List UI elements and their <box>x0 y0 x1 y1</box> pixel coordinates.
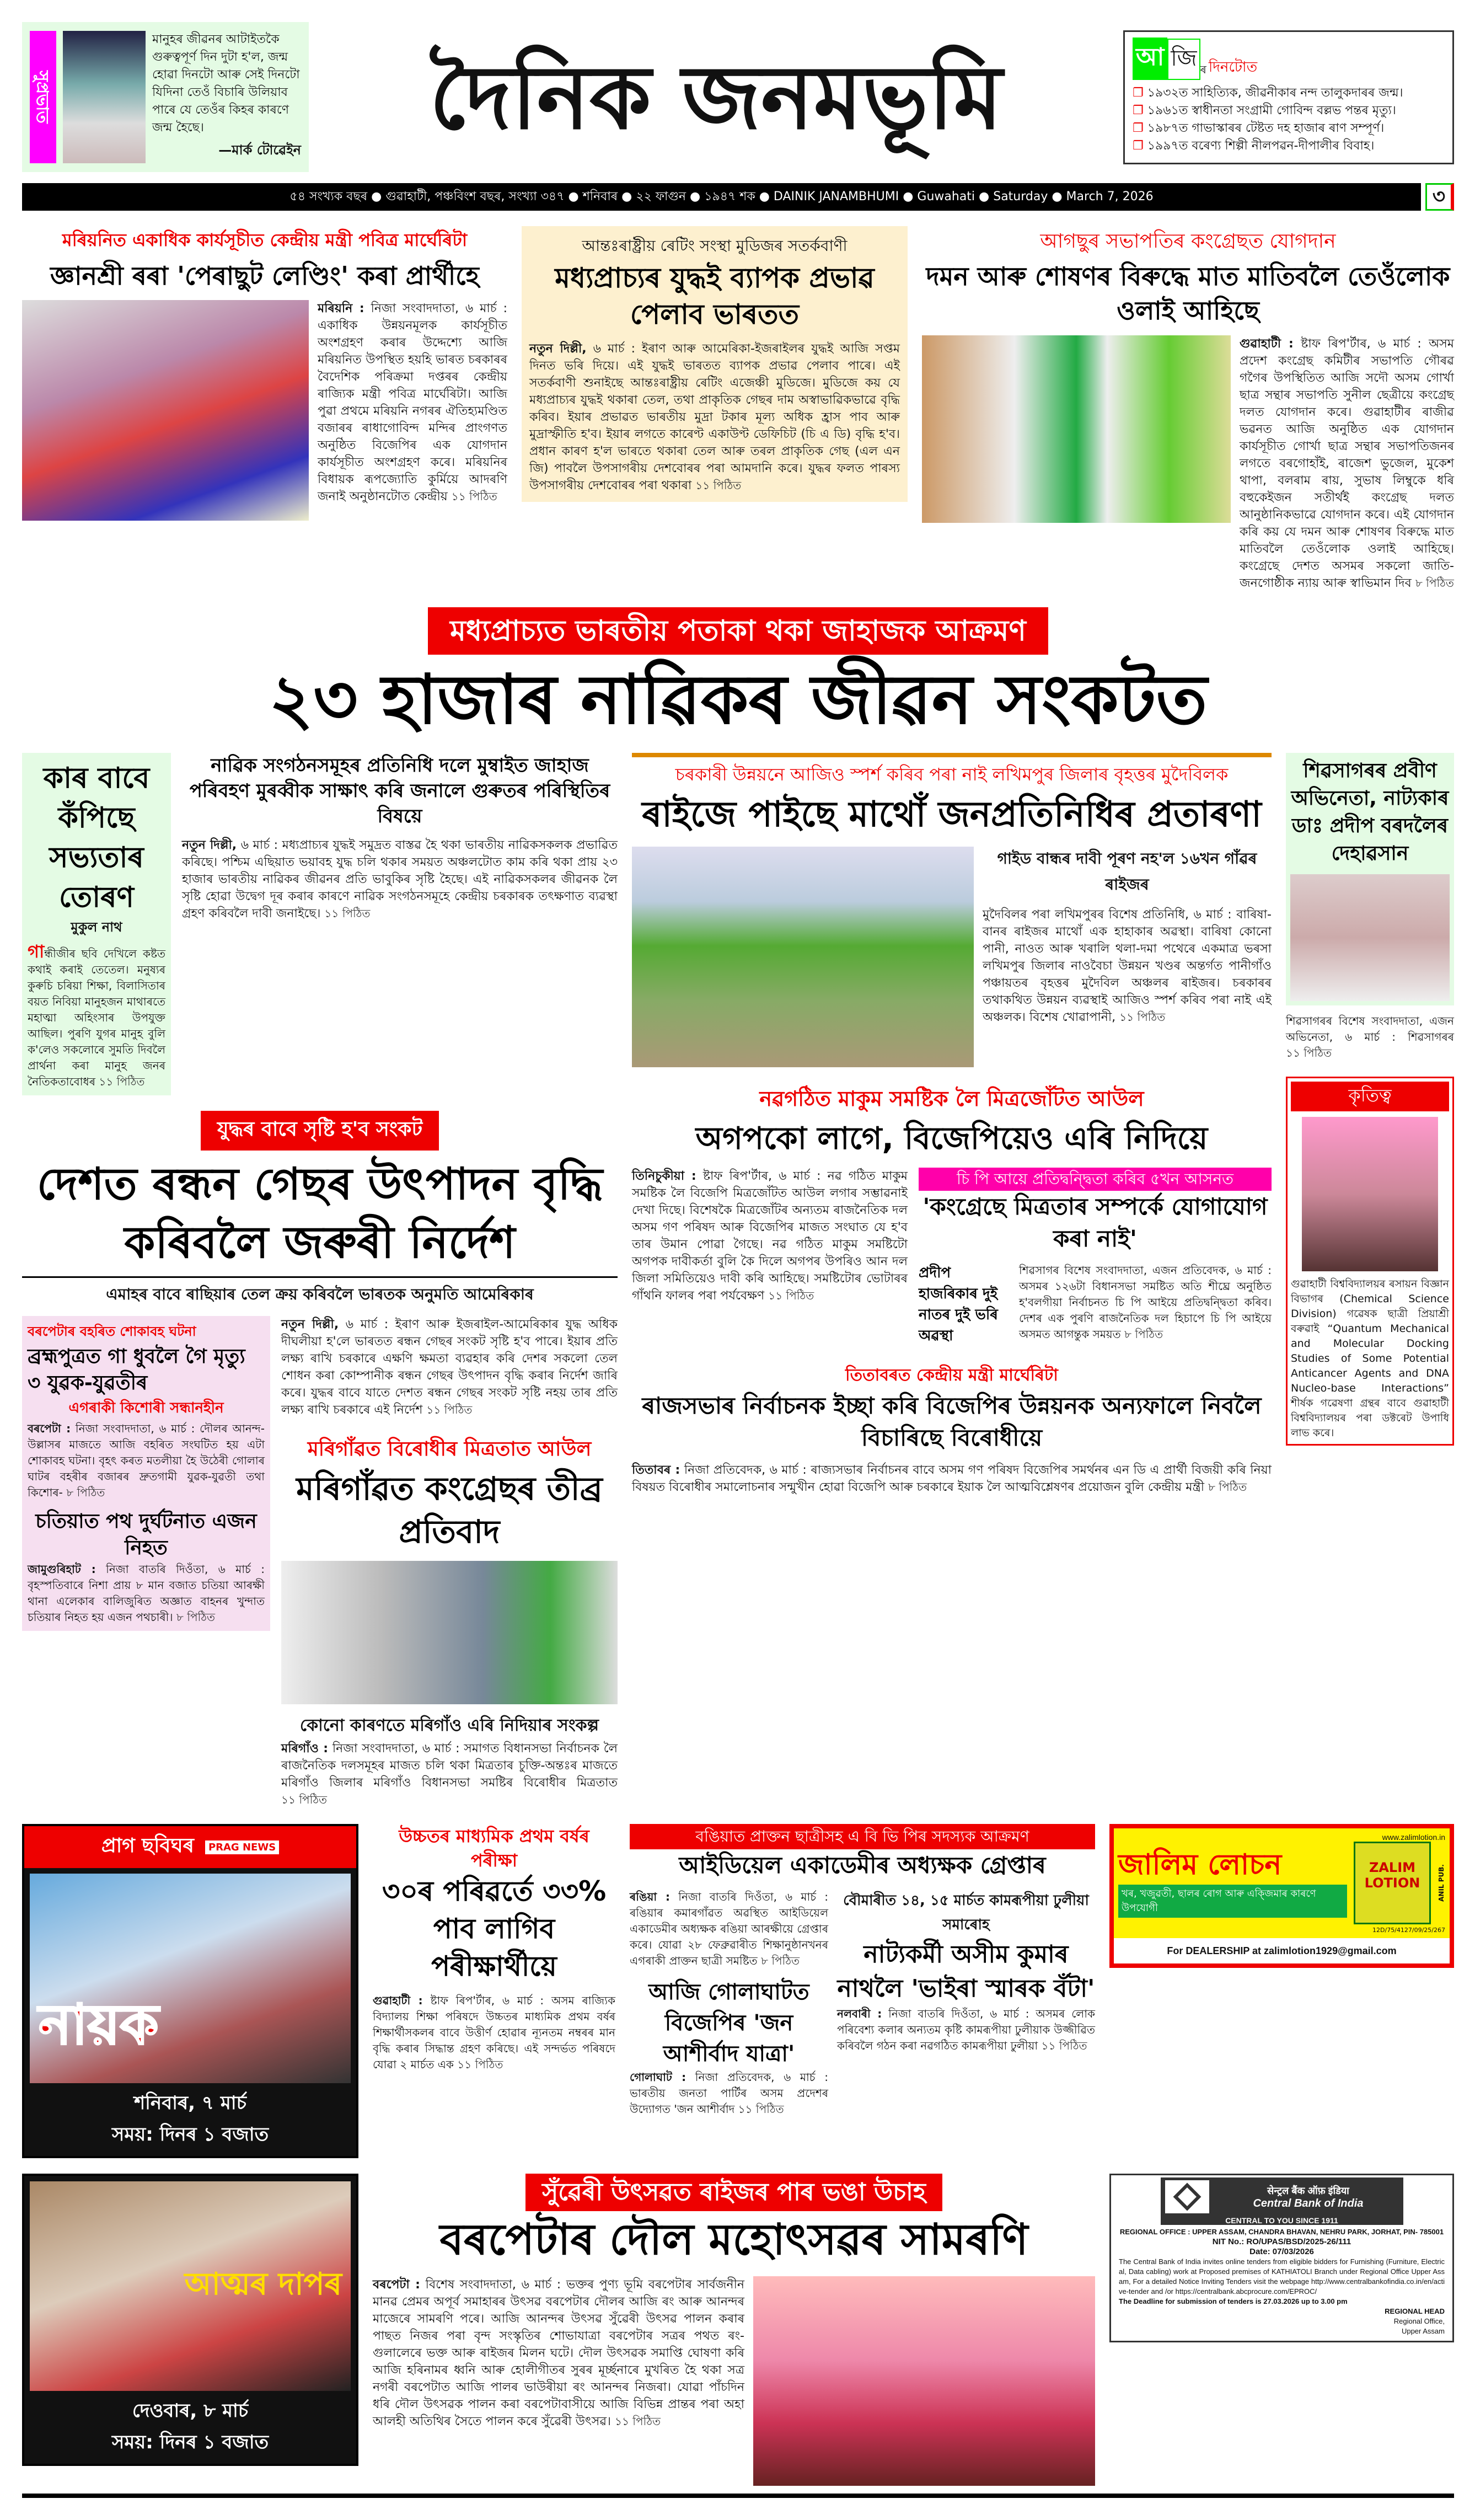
column-title: কাৰ বাবে কঁপিছে সভ্যতাৰ তোৰণ <box>43 762 150 914</box>
story-headline: ব্ৰহ্মপুত্ৰত গা ধুবলৈ গৈ মৃত্যু ৩ যুৱক-যুৱতীৰ <box>28 1345 245 1394</box>
tender-body: The Central Bank of India invites online tenders from eligible bidders for Furnishing (Furniture, Electrical, Data cabling) work at Proposed premises of KATHIATOLI Branch under Regional Office Upper Assam, For a detailed Notice Inviting Tenders visit the webpage http://www.centralbankofindia.co.in/en/active-tender and /or https://centralbank.abcprocure.com/EPROC/ <box>1119 2257 1445 2296</box>
doul-banner: সুঁৱেৰী উৎসৱত ৰাইজৰ পাৰ ভঙা উচাহ <box>525 2174 942 2211</box>
masthead-title: দৈনিক জনমভূমি <box>429 45 1002 149</box>
prag-ad-1 <box>22 1824 358 2158</box>
divider <box>22 1276 618 1278</box>
tender-deadline: The Deadline for submission of tenders is 27.03.2026 up to 3.00 pm <box>1119 2297 1348 2305</box>
aji-box <box>1123 30 1454 164</box>
story-moodys <box>522 226 908 502</box>
dateline-bar <box>22 183 1421 211</box>
film-title: নায়ক <box>39 1992 159 2057</box>
story-headline: দমন আৰু শোষণৰ বিৰুদ্ধে মাত মাতিবলৈ তেওঁলোক ওলাই আহিছে <box>926 261 1450 325</box>
cpi-headline: 'কংগ্ৰেছে মিত্ৰতাৰ সম্পৰ্কে যোগাযোগ কৰা নাই' <box>922 1193 1268 1252</box>
makum-story <box>632 1083 1272 1160</box>
lakhimpur-photo <box>632 847 974 1067</box>
doul-headline: বৰপেটাৰ দৌল মহোৎসৱৰ সামৰণি <box>439 2215 1028 2265</box>
aji-ji: জি <box>1167 39 1200 80</box>
borpeta-story <box>22 1316 270 1631</box>
story-photo <box>22 300 309 521</box>
story-kicker: আগছুৰ সভাপতিৰ কংগ্ৰেছত যোগদান <box>1040 230 1336 253</box>
lakhimpur-body: মুদৈবিলৰ পৰা লখিমপুৰৰ বিশেষ প্ৰতিনিধি, ৬ মাৰ্চ : বাৰিষা-বানৰ ৰাইজৰ মাথোঁ এক হাহাকাৰ অৱস্থা। বাৰিষা কোনো পানী, নাওত আৰু খৰালি থলা-দমা পথেৰে একমাত্ৰ ভৰসা লখিমপুৰ জিলাৰ নাওবৈচা উন্নয়ন খণ্ডৰ অন্তৰ্গত পানীগাঁও পঞ্চায়তৰ বৃহত্তৰ মুদৈবিল অঞ্চলৰ ৰাইজৰ। চৰকাৰৰ তথাকথিত উন্নয়ন ব্যৱস্থাই আজিও স্পৰ্শ কৰিব পৰা নাই এই অঞ্চলক। বিশেষ খোৱাপানী, ১১ পিঠিত <box>983 908 1272 1024</box>
story-headline: মধ্যপ্ৰাচ্যৰ যুদ্ধই ব্যাপক প্ৰভাৱ পেলাব ভাৰতত <box>555 262 875 330</box>
story-kicker: তিতাবৰত কেন্দ্ৰীয় মন্ত্ৰী মাৰ্ঘেৰিটা <box>845 1366 1058 1385</box>
dealership-text: For DEALERSHIP at zalimlotion1929@gmail.com <box>1114 1938 1450 1963</box>
column-author: মুকুল নাথ <box>71 919 122 935</box>
achievement-body: গুৱাহাটী বিশ্ববিদ্যালয়ৰ ৰসায়ন বিজ্ঞান বিভাগৰ (Chemical Science Division) গৱেষক ছাত্ৰী প্ৰিয়াশ্ৰী বৰুৱাই “Quantum Mechanical and Molecular Docking Studies of Some Potential Anticancer Agents and DNA Nucleo-base Interactions” শীৰ্ষক গৱেষণা গ্ৰন্থৰ বাবে গুৱাহাটী বিশ্ববিদ্যালয়ৰ পৰা ডক্টৰেট উপাধি লাভ কৰে। <box>1291 1278 1449 1439</box>
marigaon-headline: মৰিগাঁৱত কংগ্ৰেছৰ তীব্ৰ প্ৰতিবাদ <box>296 1470 603 1550</box>
column-body: গান্ধীজীৰ ছবি দেখিলে কষ্টত কথাই কৰাই তেতেল। মনুষ্যৰ কুৰুচি চৰিয়া শিক্ষা, বিলাসিতাৰ বয়ত নিবিয়া মানুহজন মাথাৰতে মহাত্মা অহিংসাৰ উপযুক্ত আছিল। পুৰণি যুগৰ মানুহ বুলি ক'লেও সকলোৰে সুমতি দিবলৈ প্ৰাৰ্থনা কৰা মানুহ জনৰ নৈতিকতাবোধৰ ১১ পিঠিত <box>28 941 165 1088</box>
gas-body: নতুন দিল্লী, ৬ মাৰ্চ : ইৰাণ আৰু ইজৰাইল-আমেৰিকাৰ যুদ্ধ অধিক দীঘলীয়া হ'লে ভাৰতত ৰন্ধন গেছৰ সংকট সৃষ্টি হ'ব পাৰে। ইয়াৰ প্ৰতি লক্ষ্য ৰাখি চৰকাৰে এক্ষণি ক্ষমতা ব্যৱহাৰ কৰি দেশৰ সকলো তেল শোধন কৰা কোম্পানীক ৰন্ধন গেছৰ উৎপাদন বৃদ্ধি কৰাৰ নিৰ্দেশ জাৰি কৰে। যুদ্ধৰ বাবে যাতে দেশত ৰন্ধন গেছৰ সংকট সৃষ্টি নহয় তাৰ প্ৰতি লক্ষ্য ৰাখি চৰকাৰে এই নিৰ্দেশ ১১ পিঠিত <box>281 1318 618 1417</box>
achievement-photo <box>1302 1117 1438 1271</box>
achievement-box <box>1286 1077 1454 1446</box>
film-poster <box>30 1874 351 2083</box>
aji-title: দিনটোত <box>1208 58 1258 76</box>
sibsagar-story <box>1286 753 1454 1005</box>
gas-kicker: যুদ্ধৰ বাবে সৃষ্টি হ'ব সংকট <box>201 1111 439 1151</box>
doul-story <box>373 2174 1095 2486</box>
aji-a: আ <box>1133 38 1167 80</box>
academy-kicker: বঙিয়াত প্ৰাক্তন ছাত্ৰীসহ এ বি ভি পিৰ সদস্যক আক্ৰমণ <box>630 1824 1095 1849</box>
story-headline: শিৱসাগৰৰ প্ৰবীণ অভিনেতা, নাট্যকাৰ ডাঃ প্ৰদীপ বৰদলৈৰ দেহাৱসান <box>1291 759 1449 865</box>
central-bank-tender <box>1109 2174 1454 2342</box>
lakhimpur-sub: গাইড বান্ধৰ দাবী পূৰণ নহ'ল ১৬খন গাঁৱৰ ৰাইজৰ <box>997 849 1257 893</box>
header <box>22 22 1454 172</box>
author-portrait <box>63 31 146 163</box>
film-poster <box>30 2181 351 2391</box>
lakhimpur-story <box>632 753 1272 1067</box>
academy-story <box>630 1889 828 2117</box>
story-body: গুৱাহাটী : ষ্টাফ ৰিপ'ৰ্টাৰ, ৬ মাৰ্চ : অসম ৰাজ্যিক বিদ্যালয় শিক্ষা পৰিষদে উচ্চতৰ মাধ্যমিক প্ৰথম বৰ্ষৰ শিক্ষাৰ্থীসকলৰ বাবে উত্তীৰ্ণ হোৱাৰ ন্যূনতম নম্বৰৰ মান বৃদ্ধি কৰাৰ সিদ্ধান্ত গ্ৰহণ কৰিছে। এই সন্দৰ্ভত পৰিষদে যোৱা ২ মাৰ্চত এক ১১ পিঠিত <box>373 1994 615 2071</box>
lead-body: নতুন দিল্লী, ৬ মাৰ্চ : মধ্যপ্ৰাচ্যৰ যুদ্ধই সমুদ্ৰত বাস্তৱ হৈ থকা ভাৰতীয় নাৱিকসকলক প্ৰভাৱিত কৰিছে। পশ্চিম এছিয়াত ভয়াবহ যুদ্ধ চলি থকাৰ সময়ত অঞ্চলটোত কাম কৰি থকা প্ৰায় ২৩ হাজাৰ ভাৰতীয় নাৱিকৰ জীৱনৰ প্ৰতি ভাবুকিৰ সৃষ্টি হৈছে। এই নাৱিকসকলৰ জীৱনক লৈ সৃষ্টি হোৱা উদ্বেগ দূৰ কৰাৰ কাৰণে নাৱিক সংগঠনসমূহে কেন্দ্ৰীয় চৰকাৰক তৎক্ষণাত ব্যৱস্থা গ্ৰহণ কৰিবলৈ দাবী জনাইছে। ১১ পিঠিত <box>182 838 618 921</box>
gas-subheadline: এমাহৰ বাবে ৰাছিয়াৰ তেল ক্ৰয় কৰিবলৈ ভাৰতক অনুমতি আমেৰিকাৰ <box>106 1285 534 1303</box>
lead-banner: মধ্যপ্ৰাচ্যত ভাৰতীয় পতাকা থকা জাহাজক আক্ৰমণ <box>428 607 1048 655</box>
bank-tagline: CENTRAL TO YOU SINCE 1911 <box>1225 2216 1338 2225</box>
doul-body: বৰপেটা : বিশেষ সংবাদদাতা, ৬ মাৰ্চ : ভক্তৰ পুণ্য ভূমি বৰপেটাৰ সাৰ্বজনীন মানৱ প্ৰেমৰ অপূৰ্ব সমাহাৰৰ উৎসৱ বৰপেটাৰ দৌলৰ আজি ৰং আৰু আনন্দৰ মাজেৰে সামৰণি পৰে। আজি আনন্দৰ উৎসৱ সুঁৱেৰী উৎসৱ পালন কৰাৰ পাছত নিজৰ পৰা বৃন্দ সংস্কৃতিৰ শোভাযাত্ৰা বৰপেটাৰ সত্ৰৰ পথত ৰং-গুলালেৰে ভক্ত আৰু ৰাইজৰ মিলন ঘটে। দৌল উৎসৱক সমাপ্তি ঘোষণা কৰি আজি হৰিনামৰ ধ্বনি আৰু হোলীগীতৰ সুৰৰ মূৰ্চ্ছনাৰে মুখৰিত হৈ থকা সত্ৰ নগৰী বৰপেটাত আজি পালৰ ভাউৰীয়া ৰং আনন্দৰ নিজৰা। যোৱা পাঁচদিন ধৰি দৌল উৎসৱক পালন কৰা বৰপেটাবাসীয়ে আজি বিভিন্ন প্ৰান্তৰ পৰা অহা আলহী অতিথিৰ সৈতে পালন কৰে সুঁৱেৰী উৎসৱ। ১১ পিঠিত <box>373 2278 744 2428</box>
cpi-kicker: চি পি আয়ে প্ৰতিদ্বন্দ্বিতা কৰিব ৫খন আসনত <box>919 1168 1272 1191</box>
quote-side-label: সুপ্ৰভাত <box>30 31 56 163</box>
tender-signatory: REGIONAL HEAD <box>1385 2307 1445 2315</box>
quote-box <box>22 22 309 172</box>
lead-subheadline: নাৱিক সংগঠনসমূহৰ প্ৰতিনিধি দলে মুম্বাইত জাহাজ পৰিবহণ মুৰব্বীক সাক্ষাৎ কৰি জনালে গুৰুতৰ পৰিস্থিতিৰ বিষয়ে <box>189 755 610 827</box>
tender-signatory-region: Upper Assam <box>1401 2327 1445 2335</box>
natya-story <box>837 1889 1095 2054</box>
tender-nit: NIT No.: RO/UPAS/BSD/2025-26/111 <box>1212 2237 1351 2246</box>
film-title: আত্মৰ দাপৰ <box>184 2266 342 2302</box>
ad-code: 12D/75/4127/09/25/267 <box>1372 1927 1445 1934</box>
lead-headline: ২৩ হাজাৰ নাৱিকৰ জীৱন সংকটত <box>269 660 1208 740</box>
marigaon-sub: কোনো কাৰণতে মৰিগাঁও এৰি নিদিয়াৰ সংকল্প <box>299 1716 599 1735</box>
cpi-side: প্ৰদীপ হাজৰিকাৰ দুই নাতৰ দুই ভৰি অৱস্থা <box>919 1265 998 1344</box>
doul-photo <box>753 2276 1095 2486</box>
achievement-title: কৃতিত্ব <box>1291 1082 1449 1111</box>
makum-body: তিনিচুকীয়া : ষ্টাফ ৰিপ'ৰ্টাৰ, ৬ মাৰ্চ : নৱ গঠিত মাকুম সমষ্টিক লৈ বিজেপি মিত্ৰজোঁটত আউল লগাৰ সম্ভাৱনাই দেখা দিছে। বিশেষকৈ মিত্ৰজোঁটৰ অন্যতম ৰাজনৈতিক দল অসম গণ পৰিষদ আৰু বিজেপিৰ মাজত সংঘাত যে হ'ব তাৰ উমান পোৱা গৈছে। নৱ গঠিত মাকুম সমষ্টিটো অগপক দাবীকৰ্তা বুলি কৈ দিলে অগপৰ উপৰিও আন দল জিলা সমিতিয়েও দাবী কৰি আহিছে। সমষ্টিটোৰ ভোটাৰৰ গাঁথনি ফালৰ পৰা পৰ্যবেক্ষণ ১১ পিঠিত <box>632 1169 908 1303</box>
story-body: নলবাৰী : নিজা বাতৰি দিওঁতা, ৬ মাৰ্চ : অসমৰ লোক পৰিবেশ্য কলাৰ অন্যতম কৃষ্টি কামৰূপীয়া ঢুলীয়াক উজ্জীৱিত কৰিবলৈ গঠন কৰা নৱগঠিত কামৰূপীয়া ঢুলীয়া ১১ পিঠিত <box>837 2007 1096 2052</box>
story-kicker: আন্তঃৰাষ্ট্ৰীয় ৰেটিং সংস্থা মুডিজৰ সতৰ্কবাণী <box>582 237 848 255</box>
story-kicker: চৰকাৰী উন্নয়নে আজিও স্পৰ্শ কৰিব পৰা নাই লখিমপুৰ জিলাৰ বৃহত্তৰ মুদৈবিলক <box>675 764 1229 785</box>
academy-headline: আইডিয়েল একাডেমীৰ অধ্যক্ষক গ্ৰেপ্তাৰ <box>679 1852 1046 1879</box>
marigaon-kicker: মৰিগাঁৱত বিৰোধীৰ মিত্ৰতাত আউল <box>307 1438 592 1460</box>
top-stories <box>22 226 1454 592</box>
story-body: মৰিয়নি : নিজা সংবাদদাতা, ৬ মাৰ্চ : একাধিক উন্নয়নমূলক কাৰ্যসূচীত অংশগ্ৰহণ কৰাৰ উদ্দেশ্যে আজি মৰিয়নিত উপস্থিত হয়হি ভাৰত চৰকাৰৰ বৈদেশিক পৰিক্ৰমা দপ্তৰৰ কেন্দ্ৰীয় ৰাজ্যিক মন্ত্ৰী পবিত্ৰ মাৰ্ঘেৰিটা। আজি পুৱা প্ৰথমে মৰিয়নি নগৰৰ ঐতিহ্যমণ্ডিত বজাৰৰ ৰাধাগোবিন্দ মন্দিৰ প্ৰাংগণত অনুষ্ঠিত বিজেপিৰ এক যোগদান কাৰ্যসূচীত অংশগ্ৰহণ কৰে। মৰিয়নিৰ বিধায়ক ৰূপজ্যোতি কুৰ্মিয়ে আদৰণি জনাই অনুষ্ঠানটোত কেন্দ্ৰীয় ১১ পিঠিত <box>318 302 507 504</box>
cpi-body: শিৱসাগৰ বিশেষ সংবাদদাতা, এজন প্ৰতিবেদক, ৬ মাৰ্চ : অসমৰ ১২৬টা বিধানসভা সমষ্টিত অতি শীঘ্ৰে অনুষ্ঠিত হ'বলগীয়া নিৰ্বাচনত চি পি আইয়ে প্ৰতিদ্বন্দ্বিতা কৰিব। দেশৰ এক পুৰণি ৰাজনৈতিক দল হিচাপে চি পি আইয়ে অসমত আগন্তুক সময়ত ৮ পিঠিত <box>1019 1264 1272 1341</box>
obituary-photo <box>1290 874 1450 1001</box>
titabor-body: তিতাবৰ : নিজা প্ৰতিবেদক, ৬ মাৰ্চ : ৰাজ্যসভাৰ নিৰ্বাচনৰ বাবে অসম গণ পৰিষদ বিজেপিৰ সমৰ্থনৰ এন ডি এ প্ৰাৰ্থী বিজয়ী কৰি নিয়া বিষয়ত বিৰোধীৰ সমালোচনাৰ সন্মুখীন হোৱা বিজেপি আৰু চৰকাৰে ইয়াক লৈ আত্মবিশ্লেষণৰ প্ৰয়োজন বুলি কেন্দ্ৰীয় মন্ত্ৰী ৮ পিঠিত <box>632 1463 1272 1494</box>
story-headline: ৰাজসভাৰ নিৰ্বাচনক ইচ্ছা কৰি বিজেপিৰ উন্নয়নক অন্যফালে নিবলৈ বিচাৰিছে বিৰোধীয়ে <box>642 1392 1262 1451</box>
story-moriani <box>22 226 507 521</box>
sibsagar-body: শিৱসাগৰৰ বিশেষ সংবাদদাতা, এজন অভিনেতা, ৬ মাৰ্চ : শিৱসাগৰৰ ১১ পিঠিত <box>1286 1014 1454 1060</box>
story-kicker: বৌমাৰীত ১৪, ১৫ মাৰ্চত কামৰূপীয়া ঢুলীয়া সমাৰোহ <box>843 1892 1089 1933</box>
lower-section-1 <box>22 1824 1454 2158</box>
aji-list <box>1133 84 1445 155</box>
aji-item: ❐ ১৯৯৭ত বৰেণ্য শিল্পী নীলপৱন-দীপালীৰ বিবাহ। <box>1133 138 1375 153</box>
gas-headline: দেশত ৰন্ধন গেছৰ উৎপাদন বৃদ্ধি কৰিবলৈ জৰুৰী নিৰ্দেশ <box>36 1158 603 1268</box>
bank-name-hindi: सेन्ट्रल बैंक ऑफ़ इंडिया <box>1267 2185 1349 2196</box>
marigaon-body: মৰিগাঁও : নিজা সংবাদদাতা, ৬ মাৰ্চ : সমাগত বিধানসভা নিৰ্বাচনক লৈ ৰাজনৈতিক দলসমূহৰ মাজত চলি থকা মিত্ৰতাৰ চুক্তি-অন্তঃৰ মাজতে মৰিগাঁও জিলাৰ মৰিগাঁও বিধানসভা সমষ্টিৰ বিৰোধীৰ মিত্ৰতাত ১১ পিঠিত <box>281 1742 618 1806</box>
mid-section <box>22 753 1454 1809</box>
bank-name: Central Bank of India <box>1253 2197 1364 2209</box>
ad-tagline: খৰ, খজুৱতী, ছালৰ ৰোগ আৰু এক্জিমাৰ কাৰণে উপযোগী <box>1118 1885 1347 1918</box>
aji-item: ❐ ১৯৬১ত স্বাধীনতা সংগ্ৰামী গোবিন্দ বল্লভ পন্তৰ মৃত্যু। <box>1133 103 1396 117</box>
titabor-story <box>632 1362 1272 1496</box>
story-gorkha <box>922 226 1454 592</box>
quote-author: —মাৰ্ক টোৱেইন <box>218 142 301 158</box>
tender-signatory-office: Regional Office, <box>1393 2317 1445 2325</box>
bank-logo-icon <box>1165 2180 1209 2213</box>
ad-agency: ANIL PUB. <box>1438 1864 1445 1902</box>
bottom-rule <box>22 2494 1454 2498</box>
story-headline: অগপকো লাগে, বিজেপিয়েও এৰি নিদিয়ে <box>695 1121 1208 1157</box>
quote-text: মানুহৰ জীৱনৰ আটাইতকৈ গুৰুত্বপূৰ্ণ দিন দুটা হ'ল, জন্ম হোৱা দিনটো আৰু সেই দিনটো যিদিনা তেওঁ বিচাৰি উলিয়াব পাৰে যে তেওঁৰ কিহৰ কাৰণে জন্ম হৈছে। <box>152 33 300 135</box>
marigaon-photo <box>281 1561 618 1704</box>
show-time: সময়: দিনৰ ১ বজাত <box>111 2123 269 2146</box>
column-box <box>22 753 171 1095</box>
story-headline: ৰাইজে পাইছে মাথোঁ জনপ্ৰতিনিধিৰ প্ৰতাৰণা <box>642 794 1262 835</box>
story-body: বৰপেটা : নিজা সংবাদদাতা, ৬ মাৰ্চ : দৌলৰ আনন্দ-উল্লাসৰ মাজতে আজি বহৰিত সংঘটিত হয় এটা শোকাবহ ঘটনা। বৃহৎ কৰত মতলীয়া হৈ উঠেৰী গোলাৰ ঘাটৰ বহৰীৰ বজাৰৰ দ্ৰুতগামী যুৱক-যুৱতী তথা কিশোৰ- ৮ পিঠিত <box>28 1422 265 1499</box>
lower-section-2 <box>22 2174 1454 2486</box>
hs-story <box>373 1824 615 2073</box>
prag-ad-2 <box>22 2174 358 2466</box>
lead-header <box>22 607 1454 745</box>
zalim-lotion-ad <box>1109 1824 1454 1968</box>
ad-url: www.zalimlotion.in <box>1382 1833 1445 1842</box>
story-body-2: গোলাঘাট : নিজা প্ৰতিবেদক, ৬ মাৰ্চ : ভাৰতীয় জনতা পাৰ্টিৰ অসম প্ৰদেশৰ উদ্যোগত 'জন আশীৰ্বাদ ১১ পিঠিত <box>630 2070 829 2116</box>
story-body: নতুন দিল্লী, ৬ মাৰ্চ : ইৰাণ আৰু আমেৰিকা-ইজৰাইলৰ যুদ্ধই আজি সপ্তম দিনত ভৰি দিয়ে। এই যুদ্ধই ভাৰতত ব্যাপক প্ৰভাৱ পেলাব পাৰে। এই সতৰ্কবাণী শুনাইছে আন্তঃৰাষ্ট্ৰীয় ৰেটিং এজেঞ্চী মুডিজে। মুডিজে কয় যে মধ্যপ্ৰাচ্যৰ যুদ্ধই থকাৰা তেল, তথা প্ৰাকৃতিক গেছৰ দাম অস্বাভাৱিকভাৱে বৃদ্ধি কৰিব। ইয়াৰ প্ৰভাৱত ভাৰতীয় মুদ্ৰা টকাৰ মূল্য অধিক হ্ৰাস পাব আৰু মুদ্ৰাস্ফীতি হ'ব। ইয়াৰ লগতে কাৰেণ্ট একাউণ্ট ডেফিচিট (চি এ ডি) বৃদ্ধি হ'ব। প্ৰধান কাৰণ হ'ল ভাৰতে থকাৰা তেল আৰু তৰল প্ৰাকৃতিক গেছ (এল এন জি) পাবলৈ উপসাগৰীয় দেশবোৰৰ পৰা আমদানি কৰে। যুদ্ধৰ ফলত পাৰস্য উপসাগৰীয় দেশবোৰৰ পৰা থকাৰা ১১ পিঠিত <box>529 342 900 493</box>
story-photo <box>922 335 1231 523</box>
story-sub: এগৰাকী কিশোৰী সন্ধানহীন <box>68 1400 224 1416</box>
story-headline: ৩০ৰ পৰিৱৰ্তে ৩৩% পাব লাগিব পৰীক্ষাৰ্থীয়ে <box>382 1875 607 1982</box>
aji-suffix: ৰ <box>1200 62 1206 76</box>
story-kicker: উচ্চতৰ মাধ্যমিক প্ৰথম বৰ্ষৰ পৰীক্ষা <box>399 1826 589 1871</box>
show-day: শনিবাৰ, ৭ মাৰ্চ <box>134 2092 246 2114</box>
page-number: ৩ <box>1425 183 1454 211</box>
story-kicker: মৰিয়নিত একাধিক কাৰ্যসূচীত কেন্দ্ৰীয় মন্ত্ৰী পবিত্ৰ মাৰ্ঘেৰিটা <box>62 229 468 250</box>
prag-news-logo: PRAG NEWS <box>205 1840 279 1854</box>
tender-office: REGIONAL OFFICE : UPPER ASSAM, CHANDRA BHAVAN, NEHRU PARK, JORHAT, PIN- 785001 <box>1119 2228 1444 2236</box>
story-headline-2: চতিয়াত পথ দুৰ্ঘটনাত এজন নিহত <box>35 1510 257 1559</box>
tender-date: Date: 07/03/2026 <box>1249 2247 1314 2256</box>
aji-item: ❐ ১৯৮৭ত গাভাস্কাৰৰ টেষ্টত দহ হাজাৰ ৰাণ সম্পূৰ্ণ। <box>1133 121 1385 135</box>
show-day: দেওবাৰ, ৮ মাৰ্চ <box>132 2400 249 2422</box>
story-headline-2: আজি গোলাঘাটত বিজেপিৰ 'জন আশীৰ্বাদ যাত্ৰা' <box>648 1979 809 2067</box>
show-time: সময়: দিনৰ ১ বজাত <box>111 2431 269 2453</box>
ad-brand: জালিম লোচন <box>1118 1848 1282 1881</box>
aji-item: ❐ ১৯৩২ত সাহিত্যিক, জীৱনীকাৰ নন্দ তালুকদাৰৰ জন্ম। <box>1133 85 1403 100</box>
dateline-text: ৫৪ সংখ্যক বছৰ ● গুৱাহাটী, পঞ্চবিংশ বছৰ, সংখ্যা ৩৪৭ ● শনিবাৰ ● ২২ ফাগুন ● ১৯৪৭ শক ● DAINIK JANAMBHUMI ● Guwahati ● Saturday ● March 7, 2026 <box>289 190 1154 204</box>
ad-title: প্ৰাগ ছবিঘৰ <box>101 1834 194 1857</box>
story-kicker: বৰপেটাৰ বহৰিত শোকাবহ ঘটনা <box>28 1324 196 1339</box>
story-kicker: নৱগঠিত মাকুম সমষ্টিক লৈ মিত্ৰজোঁটত আউল <box>759 1087 1144 1111</box>
product-pack: ZALIM LOTION <box>1354 1842 1431 1924</box>
story-body: ৰঙিয়া : নিজা বাতৰি দিওঁতা, ৬ মাৰ্চ : ৰঙিয়াৰ কমাৰগাঁৱত অৱস্থিত আইডিয়েল একাডেমীৰ অধ্যক্ষক ৰঙিয়া আৰক্ষীয়ে গ্ৰেপ্তাৰ কৰে। যোৱা ২৮ ফেব্ৰুৱাৰীত শিক্ষানুষ্ঠানখনৰ এগৰাকী প্ৰাক্তন ছাত্ৰী সমষ্টিত ৮ পিঠিত <box>630 1890 829 1967</box>
story-body: গুৱাহাটী : ষ্টাফ ৰিপ'ৰ্টাৰ, ৬ মাৰ্চ : অসম প্ৰদেশ কংগ্ৰেছ কমিটীৰ সভাপতি গৌৰৱ গগৈৰ উপস্থিতিত আজি সদৌ অসম গোৰ্খা ছাত্ৰ সন্থাৰ সভাপতি সুনীল ছেত্ৰীয়ে কংগ্ৰেছ দলত যোগদান কৰে। গুৱাহাটীৰ ৰাজীৱ ভৱনত আজি অনুষ্ঠিত এক যোগদান কাৰ্যসূচীত গোৰ্খা ছাত্ৰ সন্থাৰ সভাপতিজনৰ লগতে বৰগোহাঁই, ৰাজেশ ভুজেল, মুকেশ থাপা, বলৰাম ৰায়, সুভাষ লিম্বুকে ধৰি বহুকেইজন সতীৰ্থই কংগ্ৰেছ দলত আনুষ্ঠানিকভাৱে যোগদান কৰে। এই যোগদান কৰি কয় যে দমন আৰু শোষণৰ বিৰুদ্ধে মাত মাতিবলৈ তেওঁলোক ওলাই আহিছে। কংগ্ৰেছে দেশত অসমৰ সকলো জাতি-জনগোষ্ঠীক ন্যায় আৰু স্বাভিমান দিব ৮ পিঠিত <box>1240 337 1454 590</box>
story-headline: নাট্যকৰ্মী অসীম কুমাৰ নাথলৈ 'ভাইৰা স্মাৰক বঁটা' <box>837 1940 1095 2003</box>
story-headline: জ্ঞানশ্ৰী ৰৰা 'পেৰাছুট লেণ্ডিং' কৰা প্ৰাৰ্থীহে <box>50 261 479 291</box>
story-body-2: জামুগুৰিহাট : নিজা বাতৰি দিওঁতা, ৬ মাৰ্চ : বৃহস্পতিবাৰে নিশা প্ৰায় ৮ মান বজাত চতিয়া আৰক্ষী থানা এলেকাৰ বালিজুৰিত অজ্ঞাত বাহনৰ খুন্দাত চতিয়াৰ নিহত হয় এজন পথচাৰী। ৮ পিঠিত <box>28 1563 265 1624</box>
